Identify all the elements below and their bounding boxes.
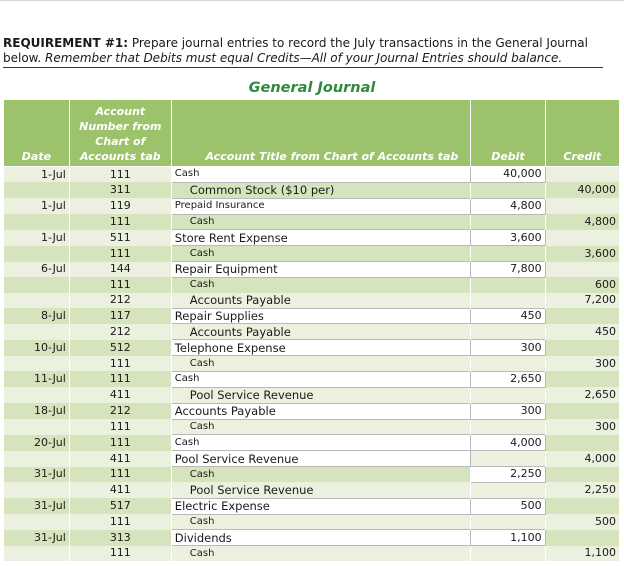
credit-cell[interactable] [545,262,619,278]
journal-row [4,308,620,324]
date-cell[interactable]: 8-Jul [4,308,70,324]
credit-cell[interactable] [545,498,619,514]
date-cell[interactable] [4,293,70,308]
account-title-cell[interactable]: Cash [171,246,471,262]
journal-row [4,467,620,483]
account-title-cell[interactable]: Cash [171,435,471,451]
journal-row [4,435,620,451]
journal-row [4,262,620,278]
journal-row [4,514,620,530]
date-cell[interactable] [4,246,70,262]
debit-cell[interactable] [471,293,545,308]
credit-cell[interactable] [545,308,619,324]
journal-body [4,167,620,562]
requirement-note: Remember that Debits must equal Credits—All of your Journal Entries should balance. [45,51,563,65]
debit-cell[interactable]: 300 [471,340,545,356]
credit-cell[interactable]: 1,100 [545,546,619,561]
account-number-cell[interactable]: 111 [69,246,171,262]
debit-cell[interactable] [471,514,545,530]
account-title-cell[interactable]: Common Stock ($10 per) [171,182,471,198]
credit-cell[interactable]: 2,650 [545,387,619,403]
date-cell[interactable]: 1-Jul [4,167,70,183]
account-number-cell[interactable]: 212 [69,403,171,419]
account-number-cell[interactable]: 111 [69,214,171,230]
journal-row [4,167,620,183]
account-number-cell[interactable]: 517 [69,498,171,514]
account-title-cell[interactable]: Cash [171,167,471,183]
requirement-text [3,36,603,68]
debit-cell[interactable] [471,277,545,292]
credit-cell[interactable] [545,530,619,546]
account-title-cell[interactable]: Cash [171,419,471,435]
header-account-number: Account Number from Chart of Accounts tab [69,100,171,167]
debit-cell[interactable]: 4,800 [471,198,545,214]
date-cell[interactable] [4,451,70,467]
debit-cell[interactable]: 2,250 [471,467,545,483]
date-cell[interactable]: 11-Jul [4,371,70,387]
header-account-title: Account Title from Chart of Accounts tab [171,100,471,167]
account-number-cell[interactable]: 117 [69,308,171,324]
credit-cell[interactable] [545,467,619,483]
header-date: Date [4,100,70,167]
journal-row [4,419,620,435]
debit-cell[interactable]: 300 [471,403,545,419]
debit-cell[interactable] [471,482,545,498]
account-number-cell[interactable]: 512 [69,340,171,356]
credit-cell[interactable]: 4,800 [545,214,619,230]
date-cell[interactable]: 31-Jul [4,498,70,514]
account-number-cell[interactable]: 212 [69,293,171,308]
journal-row [4,182,620,198]
journal-row [4,530,620,546]
journal-row [4,498,620,514]
account-number-cell[interactable]: 111 [69,356,171,372]
credit-cell[interactable] [545,230,619,246]
debit-cell[interactable]: 4,000 [471,435,545,451]
date-cell[interactable]: 20-Jul [4,435,70,451]
journal-row [4,214,620,230]
journal-title: General Journal [248,80,376,96]
account-number-cell[interactable]: 311 [69,182,171,198]
account-title-cell[interactable]: Pool Service Revenue [171,482,471,498]
date-cell[interactable] [4,419,70,435]
account-number-cell[interactable]: 411 [69,451,171,467]
requirement-label: REQUIREMENT #1: [3,36,129,50]
account-number-cell[interactable]: 144 [69,262,171,278]
account-title-cell[interactable]: Dividends [171,530,471,546]
general-journal-table [3,99,620,561]
date-cell[interactable] [4,482,70,498]
journal-row [4,324,620,340]
date-cell[interactable]: 31-Jul [4,530,70,546]
date-cell[interactable]: 31-Jul [4,467,70,483]
account-title-cell[interactable]: Pool Service Revenue [171,387,471,403]
account-number-cell[interactable]: 511 [69,230,171,246]
date-cell[interactable] [4,546,70,561]
journal-row [4,246,620,262]
account-title-cell[interactable]: Cash [171,546,471,561]
credit-cell[interactable]: 40,000 [545,182,619,198]
journal-row [4,293,620,308]
credit-cell[interactable]: 2,250 [545,482,619,498]
requirement-instructions: Prepare journal entries to record the July transactions in the General Journal below. [3,36,588,65]
date-cell[interactable] [4,324,70,340]
debit-cell[interactable] [471,356,545,372]
date-cell[interactable]: 1-Jul [4,230,70,246]
account-number-cell[interactable]: 111 [69,514,171,530]
account-title-cell[interactable]: Repair Supplies [171,308,471,324]
account-number-cell[interactable]: 111 [69,435,171,451]
account-title-cell[interactable]: Prepaid Insurance [171,198,471,214]
credit-cell[interactable]: 4,000 [545,451,619,467]
date-cell[interactable] [4,356,70,372]
debit-cell[interactable]: 3,600 [471,230,545,246]
journal-row [4,340,620,356]
credit-cell[interactable] [545,403,619,419]
debit-cell[interactable] [471,214,545,230]
account-number-cell[interactable]: 111 [69,371,171,387]
credit-cell[interactable] [545,198,619,214]
debit-cell[interactable]: 7,800 [471,262,545,278]
journal-header-row [4,100,620,167]
header-credit: Credit [545,100,619,167]
credit-cell[interactable] [545,371,619,387]
debit-cell[interactable] [471,182,545,198]
account-title-cell[interactable]: Telephone Expense [171,340,471,356]
date-cell[interactable] [4,182,70,198]
date-cell[interactable]: 10-Jul [4,340,70,356]
account-title-cell[interactable]: Cash [171,371,471,387]
debit-cell[interactable]: 450 [471,308,545,324]
account-title-cell[interactable]: Repair Equipment [171,262,471,278]
journal-row [4,230,620,246]
journal-row [4,482,620,498]
journal-row [4,277,620,292]
credit-cell[interactable] [545,340,619,356]
account-number-cell[interactable]: 111 [69,467,171,483]
credit-cell[interactable]: 600 [545,277,619,292]
account-title-cell[interactable]: Cash [171,277,471,292]
account-title-cell[interactable]: Cash [171,467,471,483]
account-title-cell[interactable]: Cash [171,214,471,230]
account-number-cell[interactable]: 111 [69,277,171,292]
date-cell[interactable] [4,277,70,292]
header-debit: Debit [471,100,545,167]
account-number-cell[interactable]: 119 [69,198,171,214]
account-number-cell[interactable]: 411 [69,482,171,498]
journal-row [4,403,620,419]
credit-cell[interactable]: 7,200 [545,293,619,308]
debit-cell[interactable] [471,451,545,467]
account-title-cell[interactable]: Store Rent Expense [171,230,471,246]
account-title-cell[interactable]: Electric Expense [171,498,471,514]
debit-cell[interactable] [471,546,545,561]
debit-cell[interactable]: 500 [471,498,545,514]
credit-cell[interactable]: 300 [545,356,619,372]
debit-cell[interactable]: 40,000 [471,167,545,183]
credit-cell[interactable]: 500 [545,514,619,530]
debit-cell[interactable] [471,246,545,262]
date-cell[interactable]: 6-Jul [4,262,70,278]
account-title-cell[interactable]: Accounts Payable [171,293,471,308]
date-cell[interactable]: 1-Jul [4,198,70,214]
date-cell[interactable] [4,214,70,230]
debit-cell[interactable] [471,387,545,403]
credit-cell[interactable]: 3,600 [545,246,619,262]
account-title-cell[interactable]: Accounts Payable [171,324,471,340]
date-cell[interactable] [4,514,70,530]
journal-row [4,451,620,467]
credit-cell[interactable]: 300 [545,419,619,435]
credit-cell[interactable] [545,435,619,451]
journal-row [4,371,620,387]
account-number-cell[interactable]: 411 [69,387,171,403]
debit-cell[interactable] [471,419,545,435]
journal-row [4,356,620,372]
account-title-cell[interactable]: Cash [171,514,471,530]
journal-row [4,387,620,403]
credit-cell[interactable] [545,167,619,183]
account-number-cell[interactable]: 111 [69,167,171,183]
date-cell[interactable]: 18-Jul [4,403,70,419]
account-number-cell[interactable]: 313 [69,530,171,546]
debit-cell[interactable]: 2,650 [471,371,545,387]
account-number-cell[interactable]: 111 [69,546,171,561]
account-number-cell[interactable]: 212 [69,324,171,340]
journal-row [4,198,620,214]
account-title-cell[interactable]: Pool Service Revenue [171,451,471,467]
account-number-cell[interactable]: 111 [69,419,171,435]
account-title-cell[interactable]: Accounts Payable [171,403,471,419]
top-gridline [0,0,624,1]
debit-cell[interactable]: 1,100 [471,530,545,546]
debit-cell[interactable] [471,324,545,340]
date-cell[interactable] [4,387,70,403]
account-title-cell[interactable]: Cash [171,356,471,372]
credit-cell[interactable]: 450 [545,324,619,340]
journal-row [4,546,620,561]
